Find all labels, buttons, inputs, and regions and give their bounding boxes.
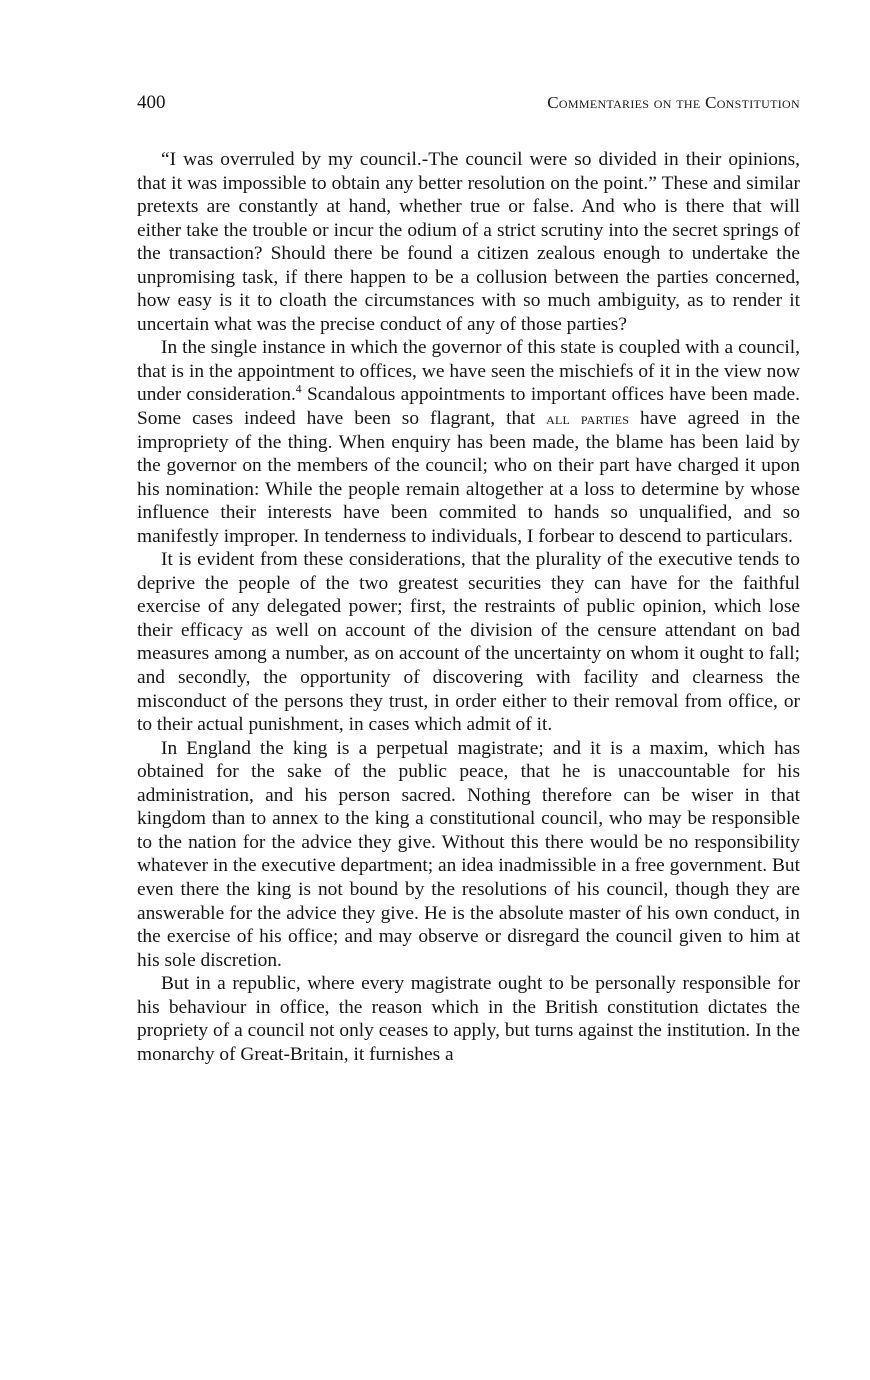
- body-text: [137, 148, 800, 1066]
- paragraph-5: But in a republic, where every magistrate ought to be personally responsible for his behaviour in office, the reason which in the British constitution dictates the propriety of a council not only ceases to apply, but turns against the institution. In the monarchy of Great-Britain, it furnishes a: [137, 973, 800, 1065]
- paragraph-2-part-b: Scandalous appointments to important offices have been made. Some cases indeed have been so flagrant, that: [137, 384, 800, 430]
- page-header: [137, 92, 800, 122]
- paragraph-2-part-a: In the single instance in which the governor of this state is coupled with a council, that is in the appointment to offices, we have seen the mischiefs of it in the view now under consideration.: [137, 337, 800, 406]
- paragraph-4: In England the king is a perpetual magistrate; and it is a maxim, which has obtained for the sake of the public peace, that he is unaccountable for his administration, and his person sacred. Nothing therefore can be wiser in that kingdom than to annex to the king a constitutional council, who may be responsible to the nation for the advice they give. Without this there would be no responsibility whatever in the executive department; an idea inadmissible in a free government. But even there the king is not bound by the resolutions of his council, though they are answerable for the advice they give. He is the absolute master of his own conduct, in the exercise of his office; and may observe or disregard the council given to him at his sole discretion.: [137, 737, 800, 971]
- small-caps-text: all parties: [546, 408, 630, 429]
- document-page: [137, 92, 800, 1066]
- page-number: 400: [137, 92, 166, 113]
- footnote-ref: 4: [295, 383, 302, 396]
- paragraph-2-part-c: have agreed in the impropriety of the thing. When enquiry has been made, the blame has been laid by the governor on the members of the council; who on their part have charged it upon his nomination: While the people remain altogether at a loss to determine by whose influence their interests have been commited to hands so unqualified, and so manifestly improper. In tenderness to individuals, I forbear to descend to particulars.: [137, 408, 800, 547]
- paragraph-3: It is evident from these considerations, that the plurality of the executive tends to deprive the people of the two greatest securities they can have for the faithful exercise of any delegated power; first, the restraints of public opinion, which lose their efficacy as well on account of the division of the censure attendant on bad measures among a number, as on account of the uncertainty on whom it ought to fall; and secondly, the opportunity of discovering with facility and clearness the misconduct of the persons they trust, in order either to their removal from office, or to their actual punishment, in cases which admit of it.: [137, 549, 800, 736]
- paragraph-2: [137, 336, 800, 548]
- running-head: Commentaries on the Constitution: [547, 93, 800, 112]
- paragraph-1: “I was overruled by my council.-The council were so divided in their opinions, that it was impossible to obtain any better resolution on the point.” These and similar pretexts are constantly at hand, whether true or false. And who is there that will either take the trouble or incur the odium of a strict scrutiny into the secret springs of the transaction? Should there be found a citizen zealous enough to undertake the unpromising task, if there happen to be a collusion between the parties concerned, how easy is it to cloath the circumstances with so much ambiguity, as to render it uncertain what was the precise conduct of any of those parties?: [137, 149, 800, 335]
